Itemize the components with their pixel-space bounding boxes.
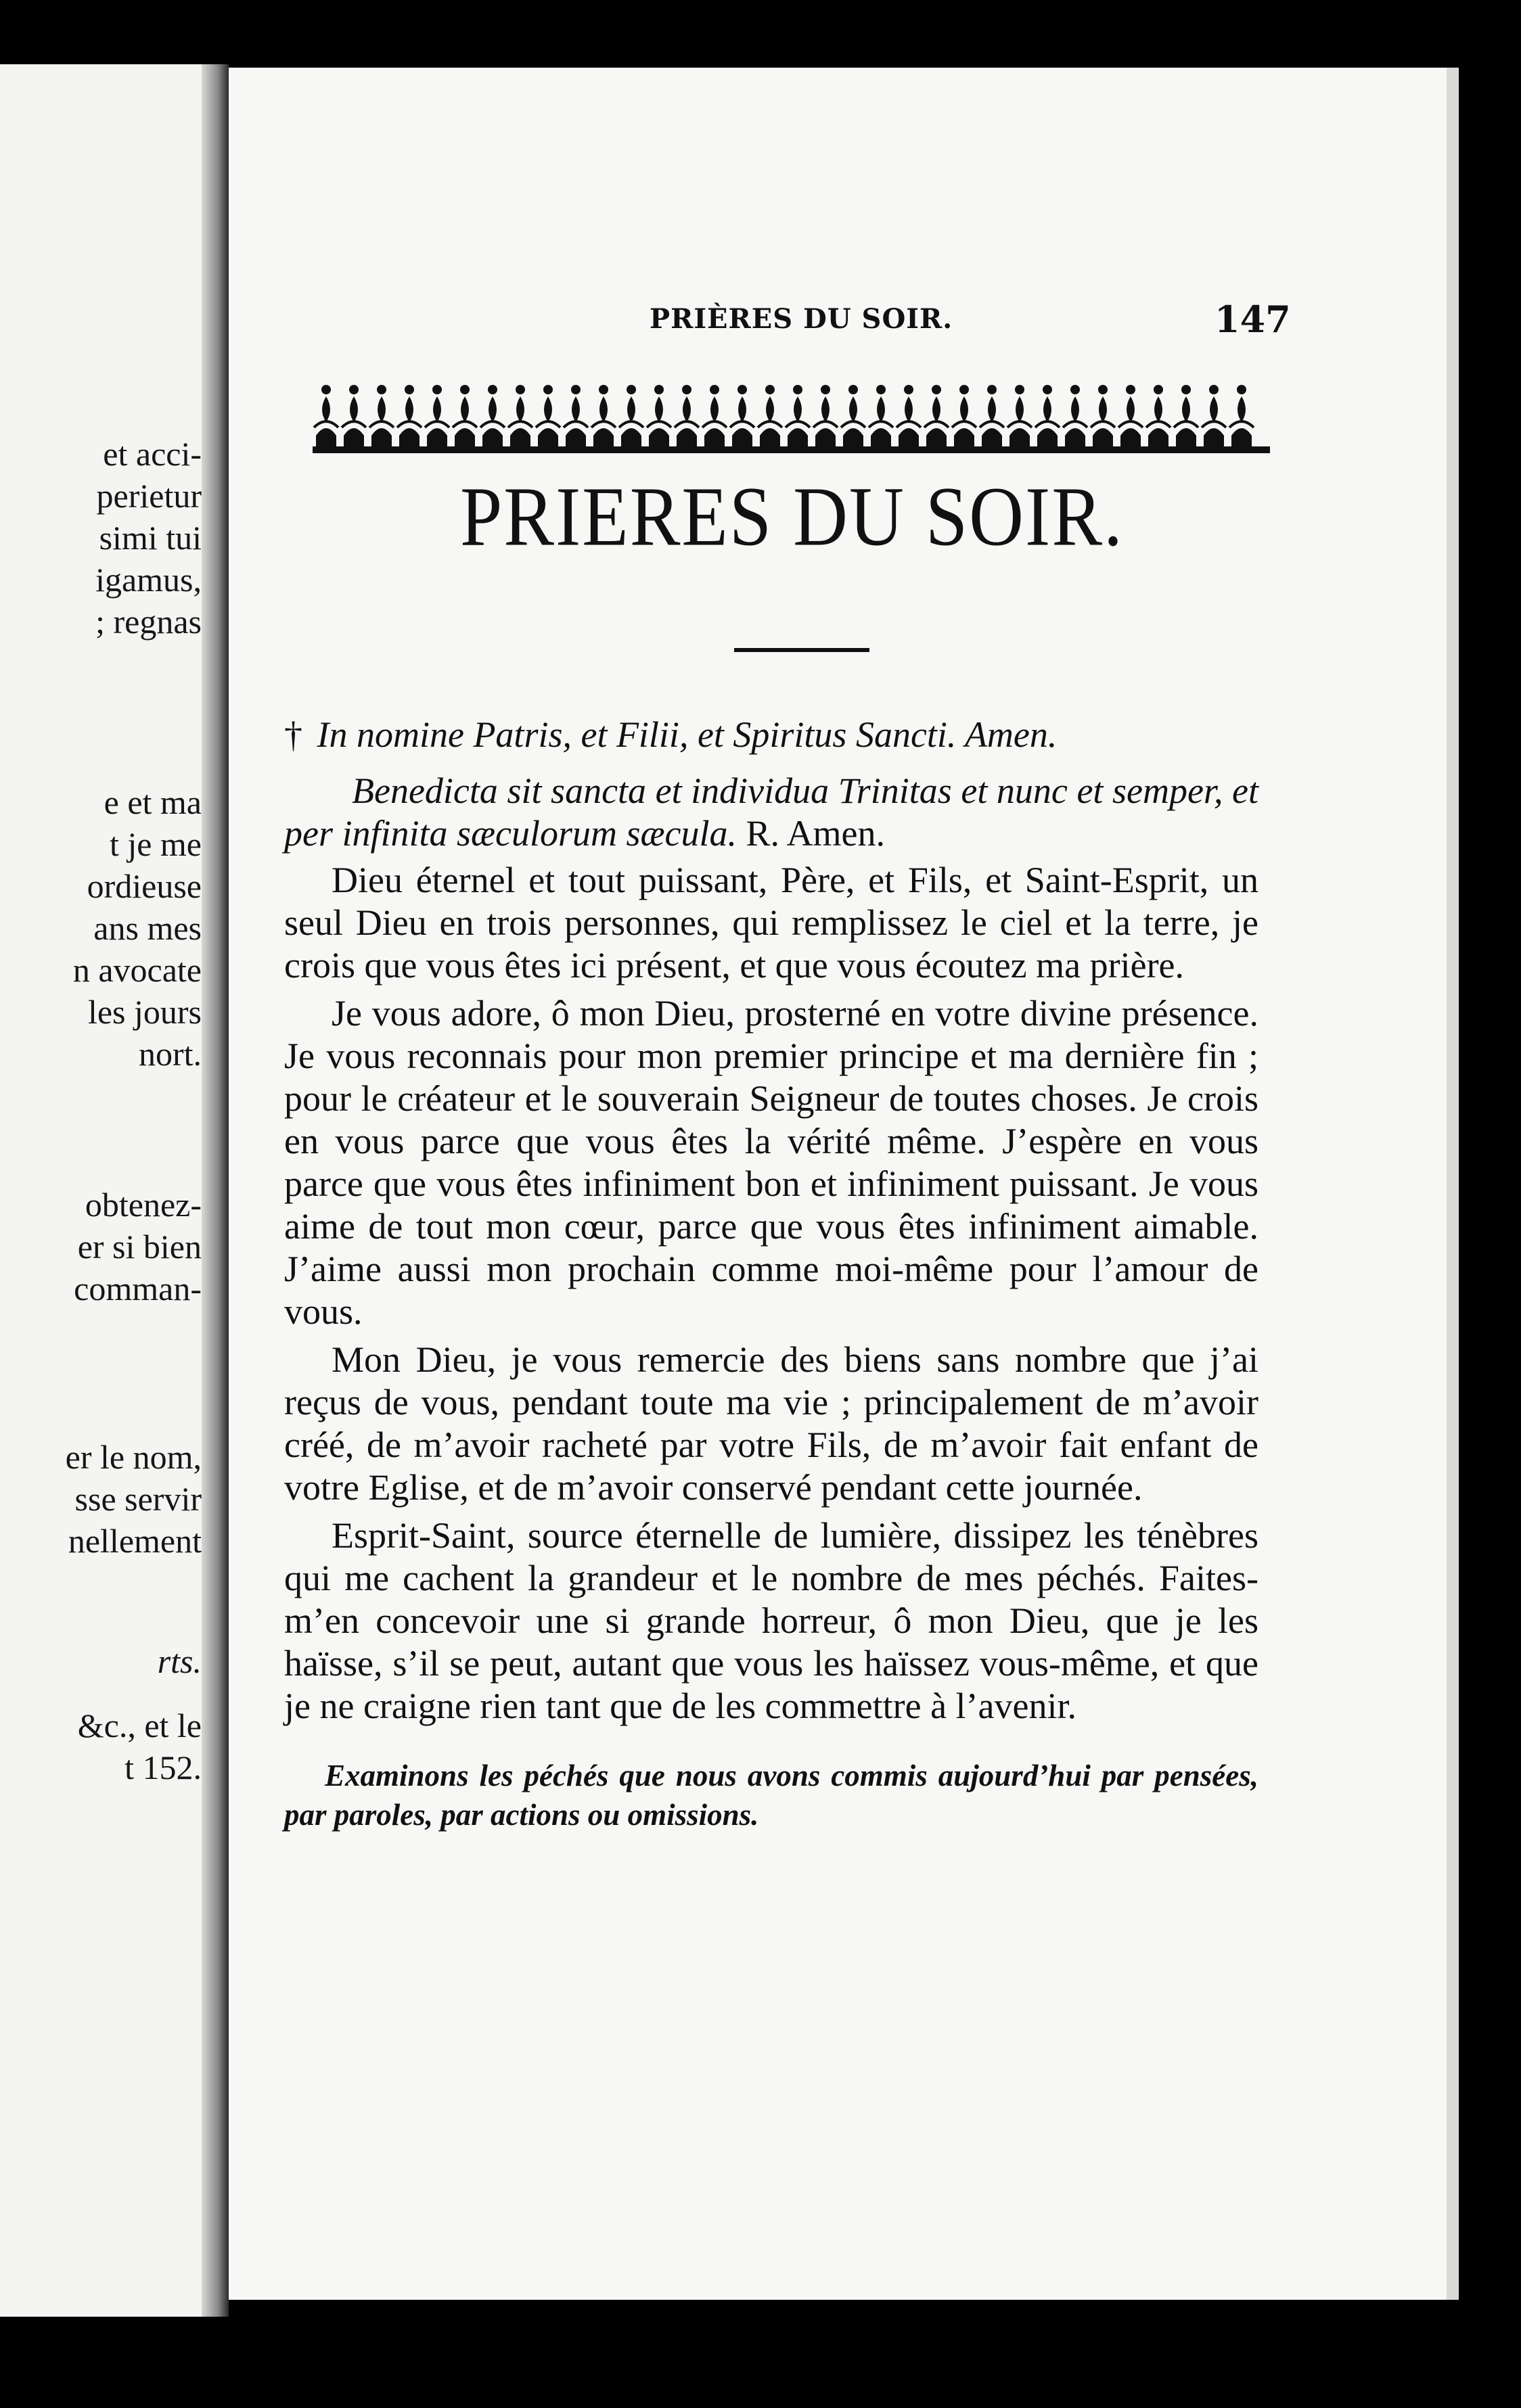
benedicta-text: Benedicta sit sancta et individua Trinitas et nunc et semper, et per infinita sæculorum sæcula.	[284, 770, 1258, 854]
left-line: n avocate	[72, 951, 202, 989]
invocation-line	[284, 714, 1258, 756]
left-line: igamus,	[95, 561, 202, 599]
left-line: et acci-	[103, 435, 202, 473]
left-facing-page	[0, 64, 217, 2317]
examen-instruction: Examinons les péchés que nous avons commis aujourd’hui par pensées, par paroles, par actions ou omissions.	[284, 1759, 1258, 1832]
prayer-paragraph: Esprit-Saint, source éternelle de lumière, dissipez les ténèbres qui me cachent la grandeur et le nombre de mes péchés. Faites-m’en concevoir une si grande horreur, ô mon Dieu, que je les haïsse, s’il se peut, autant que vous les haïssez vous-même, et que je ne craigne rien tant que de les commettre à l’avenir.	[284, 1515, 1258, 1726]
chapter-title: PRIERES DU SOIR.	[460, 469, 1125, 564]
left-line: rts.	[157, 1642, 202, 1680]
benedicta-response: R. Amen.	[746, 813, 886, 854]
left-line: &c., et le	[77, 1707, 202, 1744]
left-line: perietur	[96, 477, 202, 515]
benedicta-verse	[284, 770, 1258, 855]
page-number: 147	[1214, 298, 1291, 341]
left-line: ordieuse	[87, 867, 202, 905]
left-line: les jours	[87, 993, 202, 1031]
left-line: ans mes	[93, 909, 202, 947]
prayer-paragraph: Mon Dieu, je vous remercie des biens sans nombre que j’ai reçus de vous, pendant toute ma vie ; principalement de m’avoir créé, de m’avoir racheté par votre Fils, de m’avoir fait enfant de votre Eglise, et de m’avoir conservé pendant cette journée.	[284, 1339, 1258, 1508]
cross-symbol: †	[284, 714, 302, 755]
page-body	[284, 714, 1258, 1834]
left-line: ; regnas	[95, 603, 202, 641]
running-head: PRIÈRES DU SOIR.	[650, 303, 953, 335]
left-line: er le nom,	[65, 1438, 202, 1476]
ornamental-border	[313, 380, 1270, 455]
left-line: e et ma	[104, 783, 202, 821]
book-gutter	[202, 64, 229, 2317]
invocation-text: In nomine Patris, et Filii, et Spiritus Sancti. Amen.	[317, 714, 1058, 755]
prayer-paragraph: Dieu éternel et tout puissant, Père, et Fils, et Saint-Esprit, un seul Dieu en trois personnes, qui remplissez le ciel et la terre, je crois que vous êtes ici présent, et que vous écoutez ma prière.	[284, 860, 1258, 986]
left-line: t je me	[109, 825, 202, 863]
left-line: t 152.	[124, 1749, 202, 1786]
left-line: simi tui	[99, 519, 202, 557]
prayer-paragraph: Je vous adore, ô mon Dieu, prosterné en votre divine présence. Je vous reconnais pour mon premier principe et ma dernière fin ; pour le créateur et le souverain Seigneur de toutes choses. Je crois en vous parce que vous êtes la vérité même. J’espère en vous parce que vous êtes infiniment bon et infiniment puissant. Je vous aime de tout mon cœur, parce que vous êtes infiniment aimable. J’aime aussi mon prochain comme moi-même pour l’amour de vous.	[284, 993, 1258, 1332]
left-line: nellement	[68, 1522, 202, 1560]
left-line: nort.	[138, 1035, 202, 1073]
title-rule	[734, 648, 869, 652]
left-line: er si bien	[77, 1228, 202, 1266]
left-line: sse servir	[74, 1480, 202, 1518]
left-line: comman-	[74, 1270, 202, 1307]
left-line: obtenez-	[85, 1186, 202, 1224]
